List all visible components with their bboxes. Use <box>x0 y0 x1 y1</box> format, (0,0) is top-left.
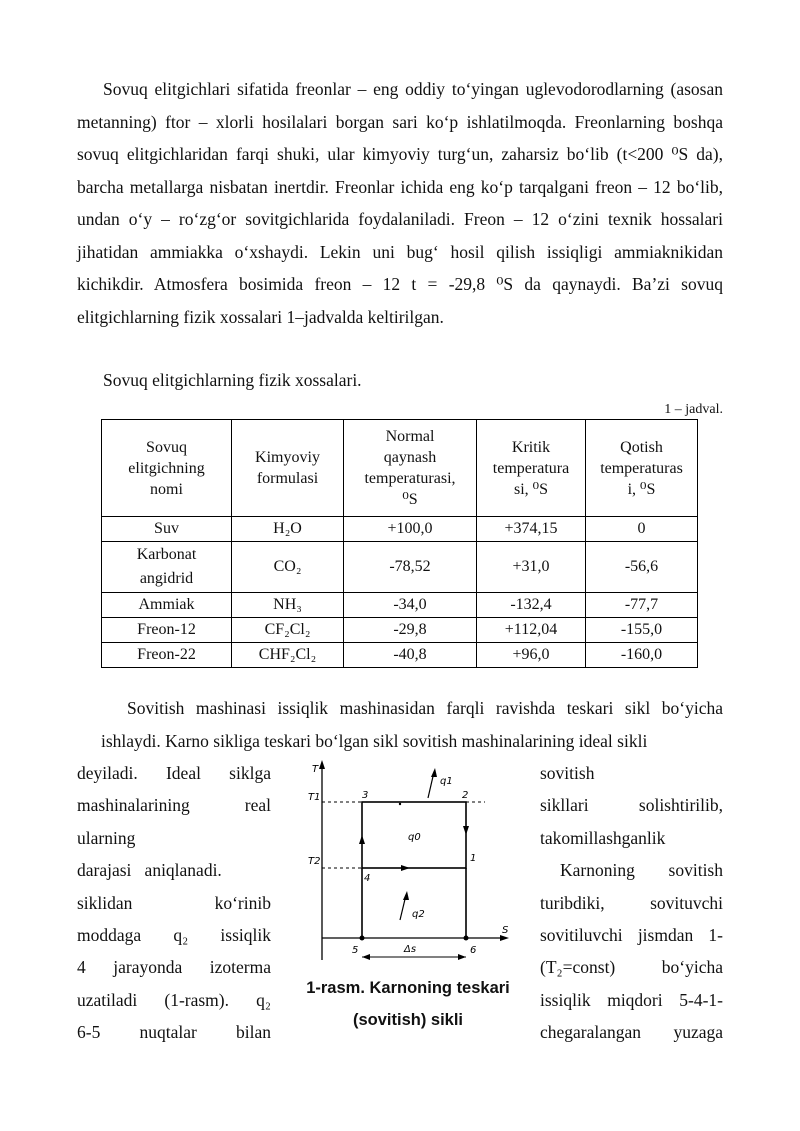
paragraph-refrigeration: Sovitish mashinasi issiqlik mashinasidan farqli ravishda teskari sikl bo‘yicha ishlaydi. Karno sikliga teskari bo‘lgan sikl sovitish mashinalarining ideal sikli <box>101 698 723 751</box>
table-caption: 1 – jadval. <box>664 402 723 417</box>
header-critical: Kritik temperatura si, ⁰S <box>477 420 586 517</box>
point-1-label: 1 <box>470 853 477 864</box>
table-row: Karbonat angidrid CO₂ -78,52 +31,0 -56,6 <box>102 542 698 593</box>
t1-label: T1 <box>308 792 321 803</box>
q0-label: q0 <box>408 832 421 843</box>
table-row: Suv H₂O +100,0 +374,15 0 <box>102 517 698 542</box>
header-formula: Kimyoviy formulasi <box>232 420 344 517</box>
table-row: Ammiak NH₃ -34,0 -132,4 -77,7 <box>102 593 698 618</box>
t2-label: T2 <box>308 856 321 867</box>
delta-s-label: Δs <box>404 944 417 955</box>
point-3-label: 3 <box>362 790 369 801</box>
header-freezing: Qotish temperaturas i, ⁰S <box>586 420 698 517</box>
paragraph-freons: Sovuq elitgichlari sifatida freonlar – eng oddiy to‘yingan uglevodorodlarning (asosan metanning) ftor – xlorli hosilalari borgan sari ko‘p ishlatilmoqda. Freonlarning boshqa sovuq elitgichlaridan farqi shuki, ular kimyoviy turg‘un, zaharsiz bo‘lib (t<200 ⁰S da), barcha metallarga nisbatan inertdir. Freonlar ichida eng ko‘p tarqalgani freon – 12 bo‘lib, undan o‘y – ro‘zg‘or sovitgichlarida foydalaniladi. Freon – 12 o‘zini texnik hossalari jihatidan ammiakka o‘xshaydi. Lekin uni bug‘ hosil qilish issiqligi ammiaknikidan kichikdir. Atmosfera bosimida freon – 12 t = -29,8 ⁰S da qaynaydi. Ba’zi sovuq elitgichlarning fizik xossalari 1–jadvalda keltirilgan. <box>77 79 723 327</box>
header-boiling: Normal qaynash temperaturasi, ⁰S <box>344 420 477 517</box>
t-axis-arrow-icon <box>319 760 325 769</box>
point-2-label: 2 <box>462 790 469 801</box>
table-row: Freon-22 CHF₂Cl₂ -40,8 +96,0 -160,0 <box>102 643 698 668</box>
properties-table <box>101 419 698 668</box>
left-text-column: deyiladi. Ideal siklga mashinalarining real ularning darajasi aniqlanadi. siklidan ko‘rinib moddaga q₂ issiqlik 4 jarayonda izoterma uzatiladi (1-rasm). q₂ 6-5 nuqtalar bilan <box>77 763 271 1043</box>
s-axis-label: S <box>502 925 509 936</box>
point-5-label: 5 <box>352 945 359 956</box>
right-text-column: sovitish sikllari solishtirilib, takomillashganlik Karnoning sovitish turibdiki, sovituvchi sovitiluvchi jismdan 1- (T₂=const) bo‘yicha issiqlik miqdori 5-4-1- chegaralangan yuzaga <box>540 763 723 1043</box>
figure-caption: 1-rasm. Karnoning teskari (sovitish) sikli <box>306 979 510 1029</box>
point-6-label: 6 <box>470 945 477 956</box>
point-4-label: 4 <box>364 873 371 884</box>
header-name: Sovuq elitgichning nomi <box>102 420 232 517</box>
table-intro: Sovuq elitgichlarning fizik xossalari. <box>103 370 362 390</box>
table-header-row <box>102 420 698 517</box>
table-row: Freon-12 CF₂Cl₂ -29,8 +112,04 -155,0 <box>102 618 698 643</box>
q1-label: q1 <box>440 776 453 787</box>
t-axis-label: T <box>312 764 319 775</box>
carnot-cycle-figure <box>300 760 510 965</box>
q2-label: q2 <box>412 909 425 920</box>
